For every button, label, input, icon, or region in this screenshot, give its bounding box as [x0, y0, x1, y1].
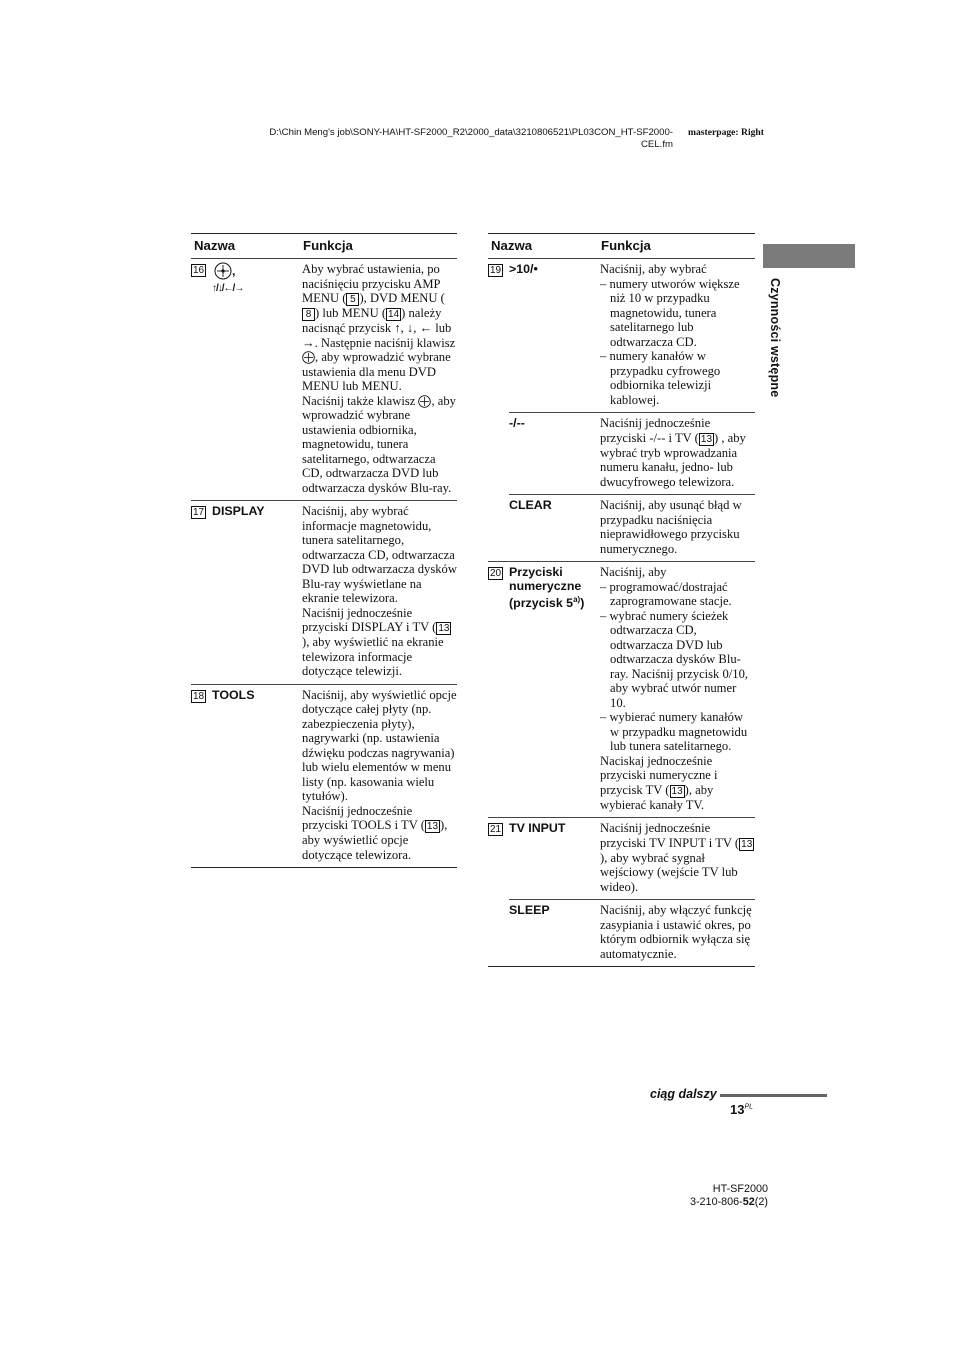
button-name: Przyciski numeryczne (przycisk 5$^{a)}$) — [509, 562, 600, 818]
page-number: $13^{PL}$ — [730, 1102, 754, 1117]
table-row — [488, 818, 755, 900]
table-row — [191, 684, 457, 868]
list-item: – numery utworów większe niż 10 w przypadku magnetowidu, tunera satelitarnego lub odtwarzacza CD. — [600, 276, 740, 349]
button-function: Naciśnij, aby – programować/dostrajać zaprogramowane stacje. – wybrać numery ścieżek odtwarzacza CD, odtwarzacza DVD lub odtwarzacza dysków Blu-ray. Naciśnij przycisk 0/10, aby wybrać utwór numer 10. – wybierać numery kanałów w przypadku magnetowidu lub tunera satelitarnego. Naciskaj jednocześnie przyciski numeryczne i przycisk TV ( 13 ), aby wybierać kanały TV. — [600, 562, 755, 818]
button-function: Naciśnij, aby wybrać – numery utworów większe niż 10 w przypadku magnetowidu, tunera satelitarnego lub odtwarzacza CD. – numery kanałów w przypadku cyfrowego odbiornika telewizji kablowej. — [600, 259, 755, 413]
table-row — [488, 495, 755, 562]
column-header-function: Funkcja — [302, 234, 457, 259]
continued-label: ciąg dalszy — [650, 1087, 717, 1101]
button-function: Naciśnij, aby włączyć funkcję zasypiania i ustawić okres, po którym odbiornik wyłącza się automatycznie. — [600, 900, 755, 967]
arrow-keys-label: ↑/↓/←/→ — [212, 283, 244, 294]
item-number: 17 — [193, 507, 205, 518]
list-item: – programować/dostrajać zaprogramowane stacje. — [600, 579, 732, 608]
section-tab-marker — [763, 244, 855, 268]
list-item: – wybrać numery ścieżek odtwarzacza CD, odtwarzacza DVD lub odtwarzacza dysków Blu-ray. Naciśnij przycisk 0/10, aby wybrać utwór numer 10. — [600, 608, 749, 710]
item-number: 20 — [490, 568, 502, 579]
joystick-icon — [302, 351, 315, 364]
button-function: Naciśnij, aby wybrać informacje magnetowidu, tunera satelitarnego, odtwarzacza CD, odtwarzacza DVD lub odtwarzacza dysków Blu-ray wyświetlane na ekranie telewizora. Naciśnij jednocześnie przyciski DISPLAY i TV ( 13), aby wyświetlić na ekranie telewizora informacje dotyczące telewizji. — [302, 501, 457, 685]
button-name: DISPLAY — [212, 501, 302, 685]
item-number: 16 — [193, 265, 205, 276]
table-row — [488, 900, 755, 967]
button-function: Naciśnij, aby usunąć błąd w przypadku naciśnięcia nieprawidłowego przycisku numerycznego. — [600, 495, 755, 562]
table-row — [488, 259, 755, 413]
file-path: D:\Chin Meng's job\SONY-HA\HT-SF2000_R2\2000_data\3210806521\PL03CON_HT-SF2000- CEL.fm — [269, 127, 673, 150]
button-name: -/-- — [509, 413, 600, 495]
column-header-name: Nazwa — [191, 234, 302, 259]
item-number: 19 — [490, 265, 502, 276]
section-tab-label: Czynności wstępne — [768, 278, 782, 398]
button-name: CLEAR — [509, 495, 600, 562]
remote-buttons-table-right — [488, 233, 755, 967]
button-function: Naciśnij jednocześnie przyciski TV INPUT i TV ( 13), aby wybrać sygnał wejściowy (wejście TV lub wideo). — [600, 818, 755, 900]
button-name: , ↑/↓/←/→ — [212, 259, 302, 501]
continued-rule — [720, 1094, 827, 1097]
list-item: – wybierać numery kanałów w przypadku magnetowidu lub tunera satelitarnego. — [600, 710, 748, 753]
button-name: TV INPUT — [509, 818, 600, 900]
model-code: HT-SF2000 3-210-806-52(2) — [689, 1183, 768, 1208]
table-row — [488, 562, 755, 818]
item-number: 18 — [193, 690, 205, 702]
table-row — [191, 259, 457, 501]
button-function: Naciśnij, aby wyświetlić opcje dotyczące całej płyty (np. zabezpieczenia płyty), nagrywarki (np. ustawienia dźwięku podczas nagrywania) lub wielu elementów w menu listy (np. kasowania wielu tytułów). Naciśnij jednocześnie przyciski TOOLS i TV ( 13 ), aby wyświetlić opcje dotyczące telewizora. — [302, 684, 457, 868]
table-row — [488, 413, 755, 495]
button-function: Naciśnij jednocześnie przyciski -/-- i TV ( 13 ) , aby wybrać tryb wprowadzania numeru kanału, jedno- lub dwucyfrowego telewizora. — [600, 413, 755, 495]
column-header-function: Funkcja — [600, 234, 755, 259]
table-row — [191, 501, 457, 685]
button-name: SLEEP — [509, 900, 600, 967]
masterpage-label: masterpage: Right — [688, 127, 764, 138]
remote-buttons-table-left — [191, 233, 457, 868]
button-name: TOOLS — [212, 684, 302, 868]
column-header-name: Nazwa — [488, 234, 600, 259]
button-name: >10/• — [509, 262, 538, 276]
item-number: 21 — [490, 824, 502, 835]
joystick-icon — [418, 395, 431, 408]
joystick-icon — [214, 262, 232, 280]
list-item: – numery kanałów w przypadku cyfrowego odbiornika telewizji kablowej. — [600, 349, 721, 407]
button-function: Aby wybrać ustawienia, po naciśnięciu przycisku AMP MENU ( 5 ), DVD MENU (8 ) lub MENU ( 14 ) należy nacisnąć przycisk ↑, ↓, ← lub →. Następnie naciśnij klawisz , aby wprowadzić wybrane ustawienia dla menu DVD MENU lub MENU. Naciśnij także klawisz , aby wprowadzić wybrane ustawienia odbiornika, magnetowidu, tunera satelitarnego, odtwarzacza CD, odtwarzacza DVD lub odtwarzacza dysków Blu-ray. — [302, 262, 456, 495]
